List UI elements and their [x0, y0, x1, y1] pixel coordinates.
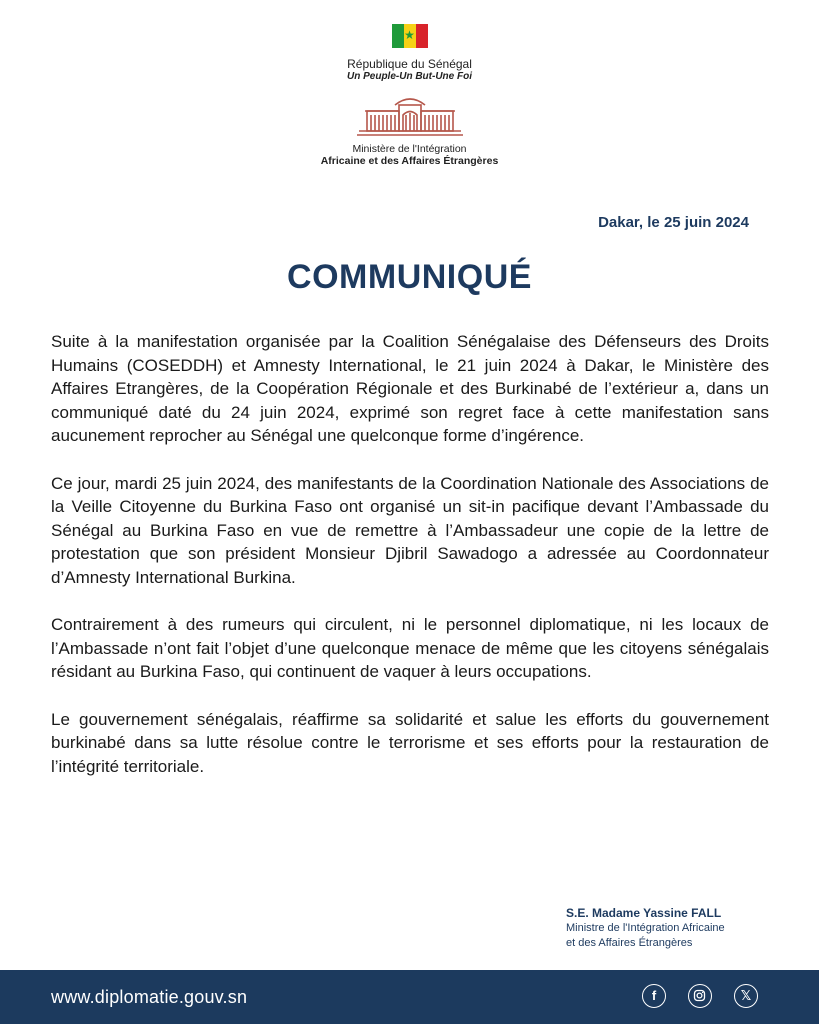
- signatory-title-line-2: et des Affaires Étrangères: [566, 937, 693, 949]
- instagram-icon[interactable]: [688, 984, 712, 1008]
- document-date: Dakar, le 25 juin 2024: [598, 214, 749, 231]
- senegal-flag-icon: ★: [392, 24, 428, 48]
- paragraph-2: Ce jour, mardi 25 juin 2024, des manifestants de la Coordination Nationale des Associations de la Veille Citoyenne du Burkina Faso ont organisé un sit-in pacifique devant l’Ambassade du Sénégal au Burkina Faso en vue de remettre à l’Ambassadeur une copie de la lettre de protestation que son président Monsieur Djibril Sawadogo a adressée au Coordonnateur d’Amnesty International Burkina.: [51, 473, 769, 587]
- footer-bar: [0, 970, 819, 1024]
- national-motto: Un Peuple-Un But-Une Foi: [347, 71, 472, 82]
- signatory-name: S.E. Madame Yassine FALL: [566, 906, 722, 920]
- letterhead: [0, 24, 819, 167]
- paragraph-4: Le gouvernement sénégalais, réaffirme sa solidarité et salue les efforts du gouvernement burkinabé dans sa lutte résolue contre le terrorisme et ses efforts pour la restauration de l’intégrité territoriale.: [51, 709, 769, 776]
- paragraph-1: Suite à la manifestation organisée par la Coalition Sénégalaise des Défenseurs des Droits Humains (COSEDDH) et Amnesty International, le 21 juin 2024 à Dakar, le Ministère des Affaires Etrangères, de la Coopération Régionale et des Burkinabé de l’extérieur a, dans un communiqué daté du 24 juin 2024, exprimé son regret face à cette manifestation sans aucunement reprocher au Sénégal une quelconque forme d’ingérence.: [51, 332, 769, 445]
- signatory-title-line-1: Ministre de l'Intégration Africaine: [566, 922, 725, 934]
- facebook-icon[interactable]: f: [642, 984, 666, 1008]
- website-link[interactable]: www.diplomatie.gouv.sn: [51, 987, 248, 1007]
- x-icon[interactable]: 𝕏: [734, 984, 758, 1008]
- ministry-name: [0, 143, 819, 167]
- republic-label: République du Sénégal: [347, 57, 472, 71]
- ministry-building-logo: [355, 91, 465, 141]
- ministry-line-1: Ministère de l'Intégration: [352, 143, 467, 155]
- ministry-line-2: Africaine et des Affaires Étrangères: [320, 155, 499, 167]
- signature-block: [566, 906, 796, 951]
- communique-body: [51, 330, 769, 802]
- paragraph-3: Contrairement à des rumeurs qui circulent, ni le personnel diplomatique, ni les locaux de l’Ambassade n’ont fait l’objet d’une quelconque menace de même que les citoyens sénégalais résidant au Burkina Faso, qui continuent de vaquer à leurs occupations.: [51, 615, 769, 681]
- document-title: COMMUNIQUÉ: [287, 258, 532, 296]
